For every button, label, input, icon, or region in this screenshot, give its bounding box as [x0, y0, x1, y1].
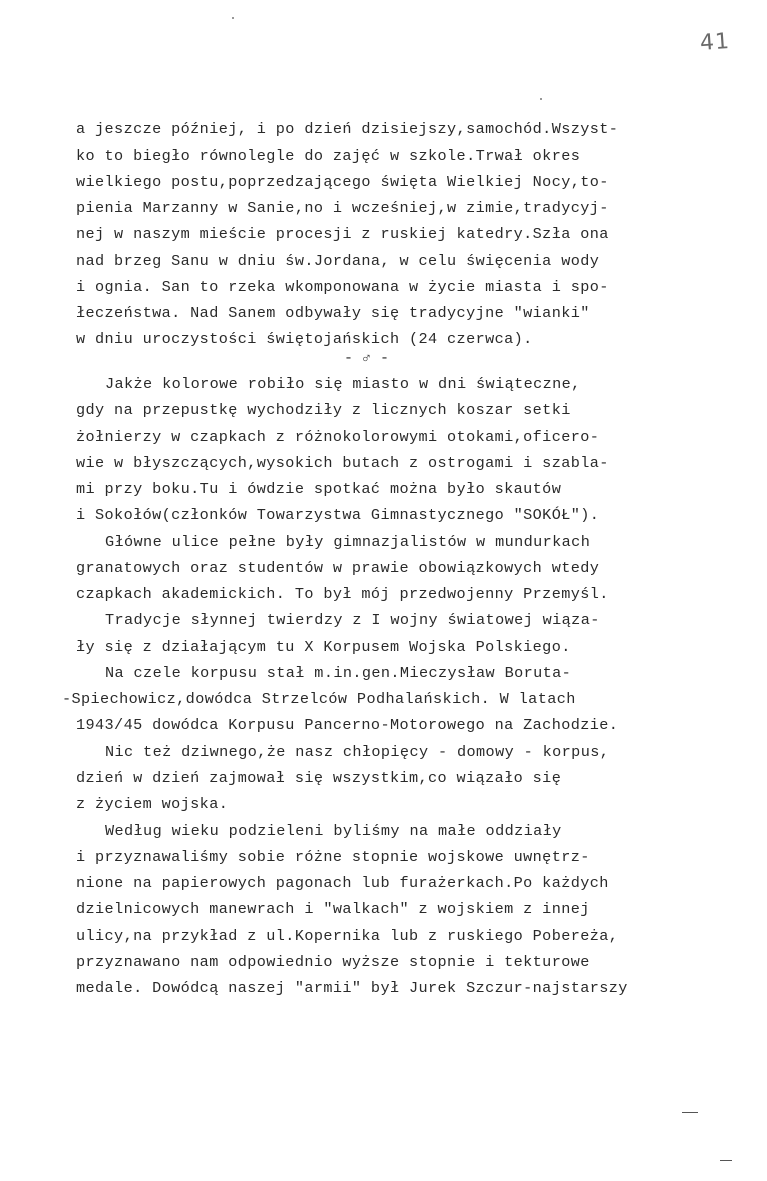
text-line: granatowych oraz studentów w prawie obowiązkowych wtedy — [76, 559, 600, 577]
section-divider: - ♂ - — [344, 350, 390, 367]
text-line: łeczeństwa. Nad Sanem odbywały się tradycyjne "wianki" — [76, 304, 590, 322]
text-line: gdy na przepustkę wychodziły z licznych koszar setki — [76, 401, 571, 419]
text-line: pienia Marzanny w Sanie,no i wcześniej,w zimie,tradycyj- — [76, 199, 609, 217]
paper-speck — [540, 98, 542, 100]
page-number: 41 — [699, 28, 731, 57]
text-line: Jakże kolorowe robiło się miasto w dni świąteczne, — [105, 375, 581, 393]
text-line: mi przy boku.Tu i ówdzie spotkać można było skautów — [76, 480, 562, 498]
paper-speck — [232, 17, 234, 19]
text-line: medale. Dowódcą naszej "armii" był Jurek Szczur-najstarszy — [76, 979, 628, 997]
text-line: dzień w dzień zajmował się wszystkim,co wiązało się — [76, 769, 562, 787]
text-line: -Spiechowicz,dowódca Strzelców Podhalańskich. W latach — [62, 690, 576, 708]
text-line: ko to biegło równolegle do zajęć w szkole.Trwał okres — [76, 147, 581, 165]
margin-mark — [682, 1112, 698, 1113]
text-line: w dniu uroczystości świętojańskich (24 czerwca). — [76, 330, 533, 348]
text-line: a jeszcze później, i po dzień dzisiejszy,samochód.Wszyst- — [76, 120, 619, 138]
text-line: 1943/45 dowódca Korpusu Pancerno-Motorowego na Zachodzie. — [76, 716, 619, 734]
text-line: i ognia. San to rzeka wkomponowana w życie miasta i spo- — [76, 278, 609, 296]
text-line: żołnierzy w czapkach z różnokolorowymi otokami,oficero- — [76, 428, 600, 446]
text-line: przyznawano nam odpowiednio wyższe stopnie i tekturowe — [76, 953, 590, 971]
text-line: Nic też dziwnego,że nasz chłopięcy - domowy - korpus, — [105, 743, 610, 761]
text-line: Według wieku podzieleni byliśmy na małe oddziały — [105, 822, 562, 840]
text-line: Na czele korpusu stał m.in.gen.Mieczysław Boruta- — [105, 664, 572, 682]
text-line: dzielnicowych manewrach i "walkach" z wojskiem z innej — [76, 900, 590, 918]
text-line: ły się z działającym tu X Korpusem Wojska Polskiego. — [76, 638, 571, 656]
margin-mark — [720, 1160, 732, 1161]
text-line: ulicy,na przykład z ul.Kopernika lub z ruskiego Pobereża, — [76, 927, 619, 945]
text-line: wie w błyszczących,wysokich butach z ostrogami i szabla- — [76, 454, 609, 472]
text-line: i przyznawaliśmy sobie różne stopnie wojskowe uwnętrz- — [76, 848, 590, 866]
text-line: Główne ulice pełne były gimnazjalistów w mundurkach — [105, 533, 591, 551]
text-line: Tradycje słynnej twierdzy z I wojny światowej wiąza- — [105, 611, 600, 629]
text-line: wielkiego postu,poprzedzającego święta Wielkiej Nocy,to- — [76, 173, 609, 191]
text-line: nad brzeg Sanu w dniu św.Jordana, w celu święcenia wody — [76, 252, 600, 270]
text-line: z życiem wojska. — [76, 795, 229, 813]
text-line: czapkach akademickich. To był mój przedwojenny Przemyśl. — [76, 585, 609, 603]
text-line: i Sokołów(członków Towarzystwa Gimnastycznego "SOKÓŁ"). — [76, 506, 600, 524]
text-line: nione na papierowych pagonach lub furażerkach.Po każdych — [76, 874, 609, 892]
text-line: nej w naszym mieście procesji z ruskiej katedry.Szła ona — [76, 225, 609, 243]
